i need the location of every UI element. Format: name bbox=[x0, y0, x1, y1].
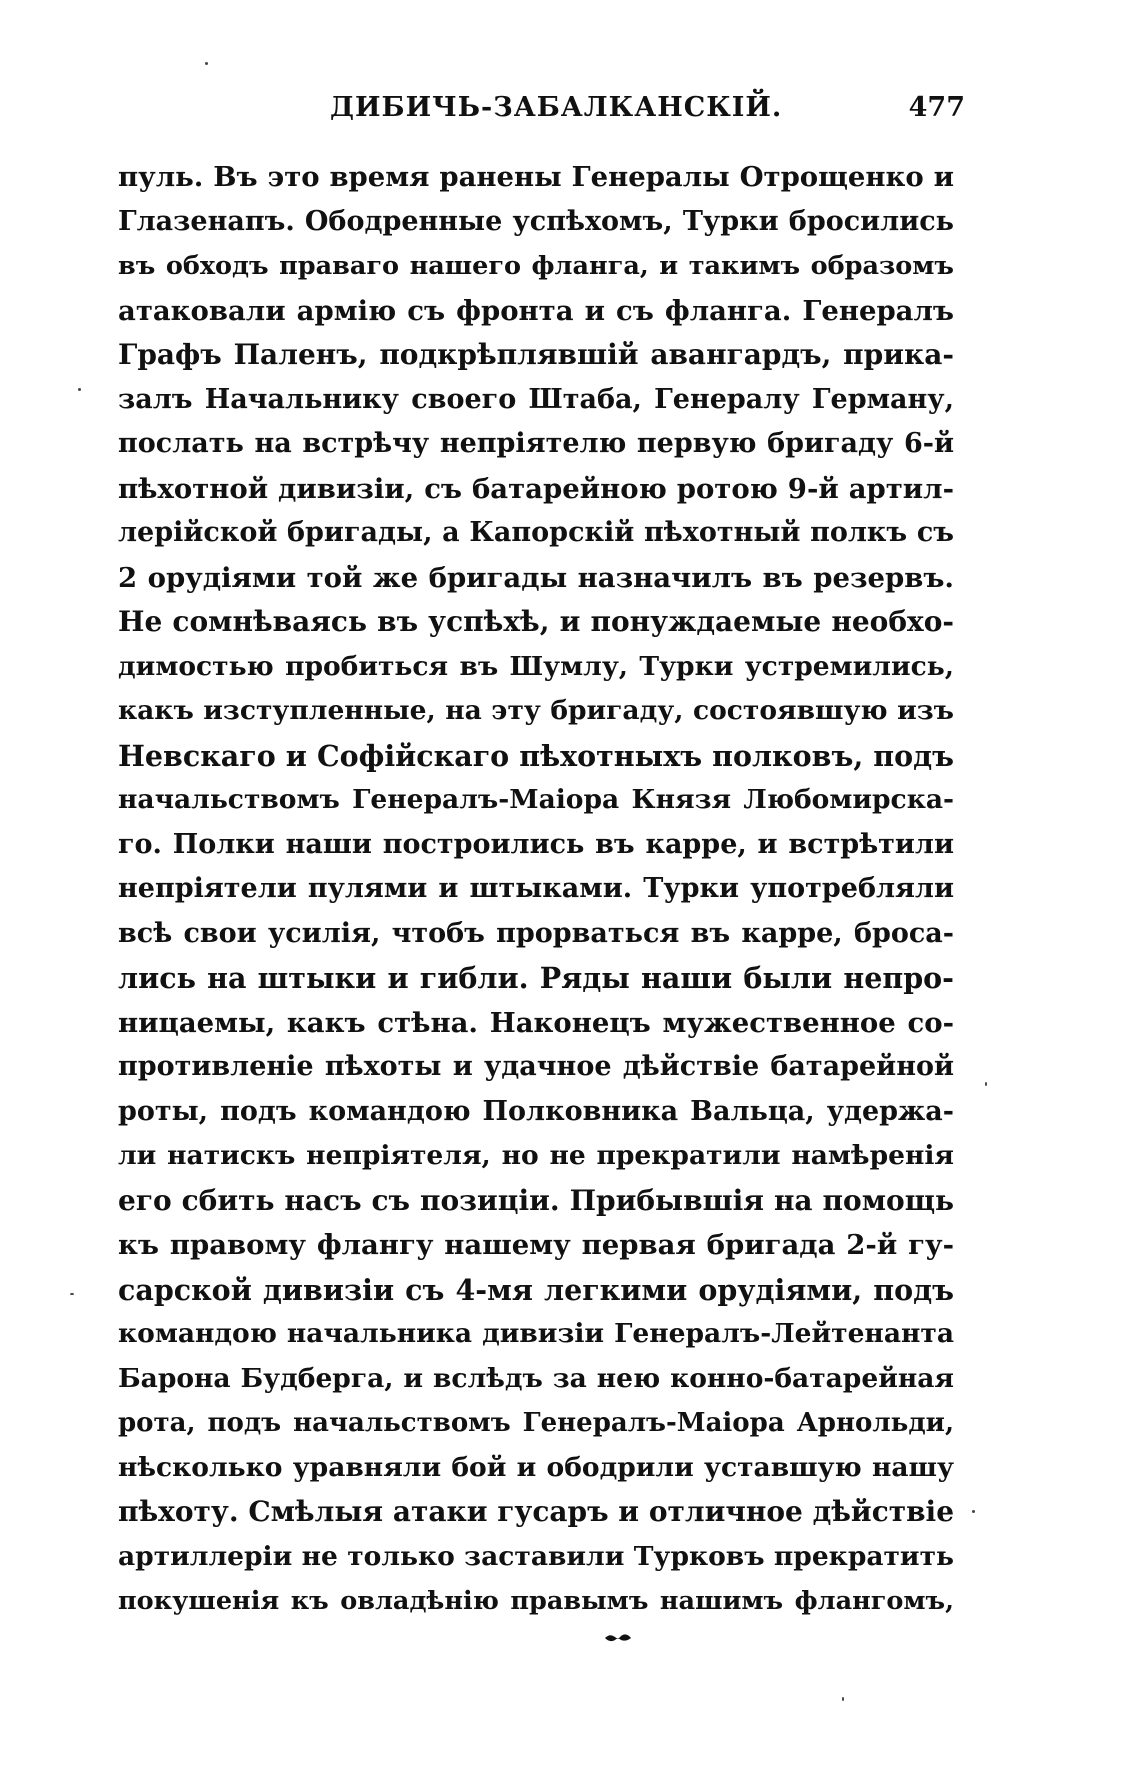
paper-speck bbox=[78, 388, 81, 391]
text-line: нѣсколько уравняли бой и ободрили уставшую нашу bbox=[118, 1451, 954, 1483]
page-header bbox=[330, 92, 965, 132]
running-head: ДИБИЧЬ-ЗАБАЛКАНСКІЙ. bbox=[330, 92, 783, 123]
text-line: покушенія къ овладѣнію правымъ нашимъ флангомъ, bbox=[118, 1586, 954, 1616]
text-line: пуль. Въ это время ранены Генералы Отрощенко и bbox=[118, 161, 954, 193]
text-line: лись на штыки и гибли. Ряды наши были непро- bbox=[118, 961, 954, 995]
text-line: противленіе пѣхоты и удачное дѣйствіе батарейной bbox=[118, 1051, 954, 1082]
text-line: командою начальника дивизіи Генералъ-Лейтенанта bbox=[118, 1318, 954, 1349]
text-line: 2 орудіями той же бригады назначилъ въ резервъ. bbox=[118, 561, 954, 594]
text-line: Графъ Паленъ, подкрѣплявшій авангардъ, прика- bbox=[118, 338, 954, 371]
text-line: его сбить насъ съ позиціи. Прибывшія на помощь bbox=[118, 1183, 954, 1217]
text-line: ницаемы, какъ стѣна. Наконецъ мужественное со- bbox=[118, 1006, 954, 1039]
text-line: атаковали армію съ фронта и съ фланга. Генералъ bbox=[118, 294, 954, 327]
text-line: лерійской бригады, а Капорскій пѣхотный полкъ съ bbox=[118, 517, 954, 548]
text-line: какъ изступленные, на эту бригаду, состоявшую изъ bbox=[118, 695, 954, 726]
text-line: рота, подъ начальствомъ Генералъ-Маіора Арнольди, bbox=[118, 1408, 954, 1438]
text-line: непріятели пулями и штыками. Турки употребляли bbox=[118, 873, 954, 904]
text-line: послать на встрѣчу непріятелю первую бригаду 6-й bbox=[118, 428, 954, 459]
printers-ornament-icon bbox=[604, 1632, 632, 1644]
text-line: артиллеріи не только заставили Турковъ прекратить bbox=[118, 1540, 954, 1572]
paper-speck bbox=[842, 1697, 844, 1701]
text-line: начальствомъ Генералъ-Маіора Князя Любомирска- bbox=[118, 784, 954, 815]
text-line: Не сомнѣваясь въ успѣхѣ, и понуждаемые необхо- bbox=[118, 605, 954, 638]
body-text bbox=[118, 155, 954, 1624]
text-line: къ правому флангу нашему первая бригада 2-й гу- bbox=[118, 1229, 954, 1261]
text-line: роты, подъ командою Полковника Вальца, удержа- bbox=[118, 1095, 954, 1127]
text-line: Глазенапъ. Ободренные успѣхомъ, Турки бросились bbox=[118, 205, 954, 237]
text-line: Барона Будберга, и вслѣдъ за нею конно-батарейная bbox=[118, 1362, 954, 1394]
text-line: сарской дивизіи съ 4-мя легкими орудіями, подъ bbox=[118, 1272, 954, 1307]
text-line: го. Полки наши построились въ карре, и встрѣтили bbox=[118, 828, 954, 860]
paper-speck bbox=[972, 1510, 975, 1513]
text-line: въ обходъ праваго нашего фланга, и такимъ образомъ bbox=[118, 251, 954, 281]
paper-speck bbox=[985, 1082, 987, 1086]
text-line: пѣхоту. Смѣлыя атаки гусаръ и отличное дѣйствіе bbox=[118, 1495, 954, 1528]
text-line: залъ Начальнику своего Штаба, Генералу Герману, bbox=[118, 383, 954, 415]
text-line: пѣхотной дивизіи, съ батарейною ротою 9-й артил- bbox=[118, 472, 954, 505]
page-number: 477 bbox=[908, 92, 965, 123]
paper-speck bbox=[205, 62, 208, 65]
text-line: ли натискъ непріятеля, но не прекратили намѣренія bbox=[118, 1140, 954, 1171]
text-line: Невскаго и Софійскаго пѣхотныхъ полковъ, подъ bbox=[118, 738, 954, 773]
text-line: всѣ свои усилія, чтобъ прорваться въ карре, броса- bbox=[118, 917, 954, 949]
text-line: димостью пробиться въ Шумлу, Турки устремились, bbox=[118, 650, 954, 682]
paper-speck bbox=[70, 1293, 74, 1295]
